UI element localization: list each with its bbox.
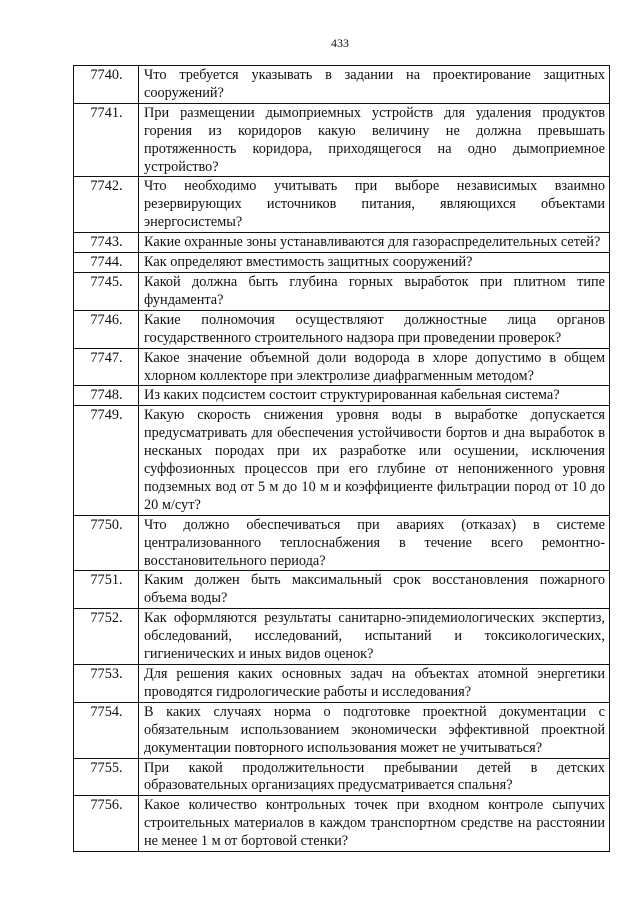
question-text: При размещении дымоприемных устройств для удаления продуктов горения из коридоров какую величину не должна превышать протяженность коридора, приходящегося на одно дымоприемное устройство? xyxy=(139,103,610,177)
table-row xyxy=(74,702,610,758)
table-row xyxy=(74,758,610,796)
table-row xyxy=(74,571,610,609)
table-row xyxy=(74,609,610,665)
question-text: Для решения каких основных задач на объектах атомной энергетики проводятся гидрологические работы и исследования? xyxy=(139,665,610,703)
table-row xyxy=(74,386,610,406)
question-text: Что необходимо учитывать при выборе независимых взаимно резервирующих источников питания, являющихся объектами энергосистемы? xyxy=(139,177,610,233)
question-number: 7745. xyxy=(74,272,139,310)
table-row xyxy=(74,665,610,703)
page-number: 433 xyxy=(331,36,349,50)
table-row xyxy=(74,177,610,233)
questions-table xyxy=(73,65,610,852)
question-number: 7755. xyxy=(74,758,139,796)
question-text: При какой продолжительности пребывании детей в детских образовательных организациях предусматривается спальня? xyxy=(139,758,610,796)
table-row xyxy=(74,348,610,386)
question-number: 7742. xyxy=(74,177,139,233)
question-text: Какие охранные зоны устанавливаются для газораспределительных сетей? xyxy=(139,233,610,253)
question-number: 7754. xyxy=(74,702,139,758)
question-number: 7749. xyxy=(74,406,139,515)
question-text: В каких случаях норма о подготовке проектной документации с обязательным использованием экономически эффективной проектной документации повторного использования может не учитываться? xyxy=(139,702,610,758)
table-row xyxy=(74,103,610,177)
question-number: 7740. xyxy=(74,66,139,104)
question-text: Из каких подсистем состоит структурированная кабельная система? xyxy=(139,386,610,406)
table-row xyxy=(74,515,610,571)
table-row xyxy=(74,310,610,348)
question-number: 7753. xyxy=(74,665,139,703)
question-text: Что требуется указывать в задании на проектирование защитных сооружений? xyxy=(139,66,610,104)
question-text: Как определяют вместимость защитных сооружений? xyxy=(139,253,610,273)
question-number: 7746. xyxy=(74,310,139,348)
question-text: Что должно обеспечиваться при авариях (отказах) в системе централизованного теплоснабжения в течение всего ремонтно-восстановительного периода? xyxy=(139,515,610,571)
question-text: Какой должна быть глубина горных выработок при плитном типе фундамента? xyxy=(139,272,610,310)
table-row xyxy=(74,406,610,515)
question-number: 7744. xyxy=(74,253,139,273)
question-number: 7750. xyxy=(74,515,139,571)
question-text: Какое количество контрольных точек при входном контроле сыпучих строительных материалов в каждом транспортном средстве на расстоянии не менее 1 м от бортовой стенки? xyxy=(139,796,610,852)
question-text: Какое значение объемной доли водорода в хлоре допустимо в общем хлорном коллекторе при электролизе диафрагменным методом? xyxy=(139,348,610,386)
question-number: 7741. xyxy=(74,103,139,177)
table-row xyxy=(74,272,610,310)
question-number: 7747. xyxy=(74,348,139,386)
table-row xyxy=(74,233,610,253)
question-text: Какие полномочия осуществляют должностные лица органов государственного строительного надзора при проведении проверок? xyxy=(139,310,610,348)
question-text: Какую скорость снижения уровня воды в выработке допускается предусматривать для обеспечения устойчивости бортов и дна выработок в несканых породах при их разработке или осушении, исключения суффозионных процессов при его глубине от непониженного уровня подземных вод от 5 м до 10 м и коэффициенте фильтрации пород от 10 до 20 м/сут? xyxy=(139,406,610,515)
table-row xyxy=(74,253,610,273)
question-text: Как оформляются результаты санитарно-эпидемиологических экспертиз, обследований, исследований, испытаний и токсикологических, гигиенических и иных видов оценок? xyxy=(139,609,610,665)
question-number: 7748. xyxy=(74,386,139,406)
question-number: 7743. xyxy=(74,233,139,253)
table-row xyxy=(74,66,610,104)
table-row xyxy=(74,796,610,852)
question-number: 7751. xyxy=(74,571,139,609)
question-text: Каким должен быть максимальный срок восстановления пожарного объема воды? xyxy=(139,571,610,609)
question-number: 7756. xyxy=(74,796,139,852)
question-number: 7752. xyxy=(74,609,139,665)
